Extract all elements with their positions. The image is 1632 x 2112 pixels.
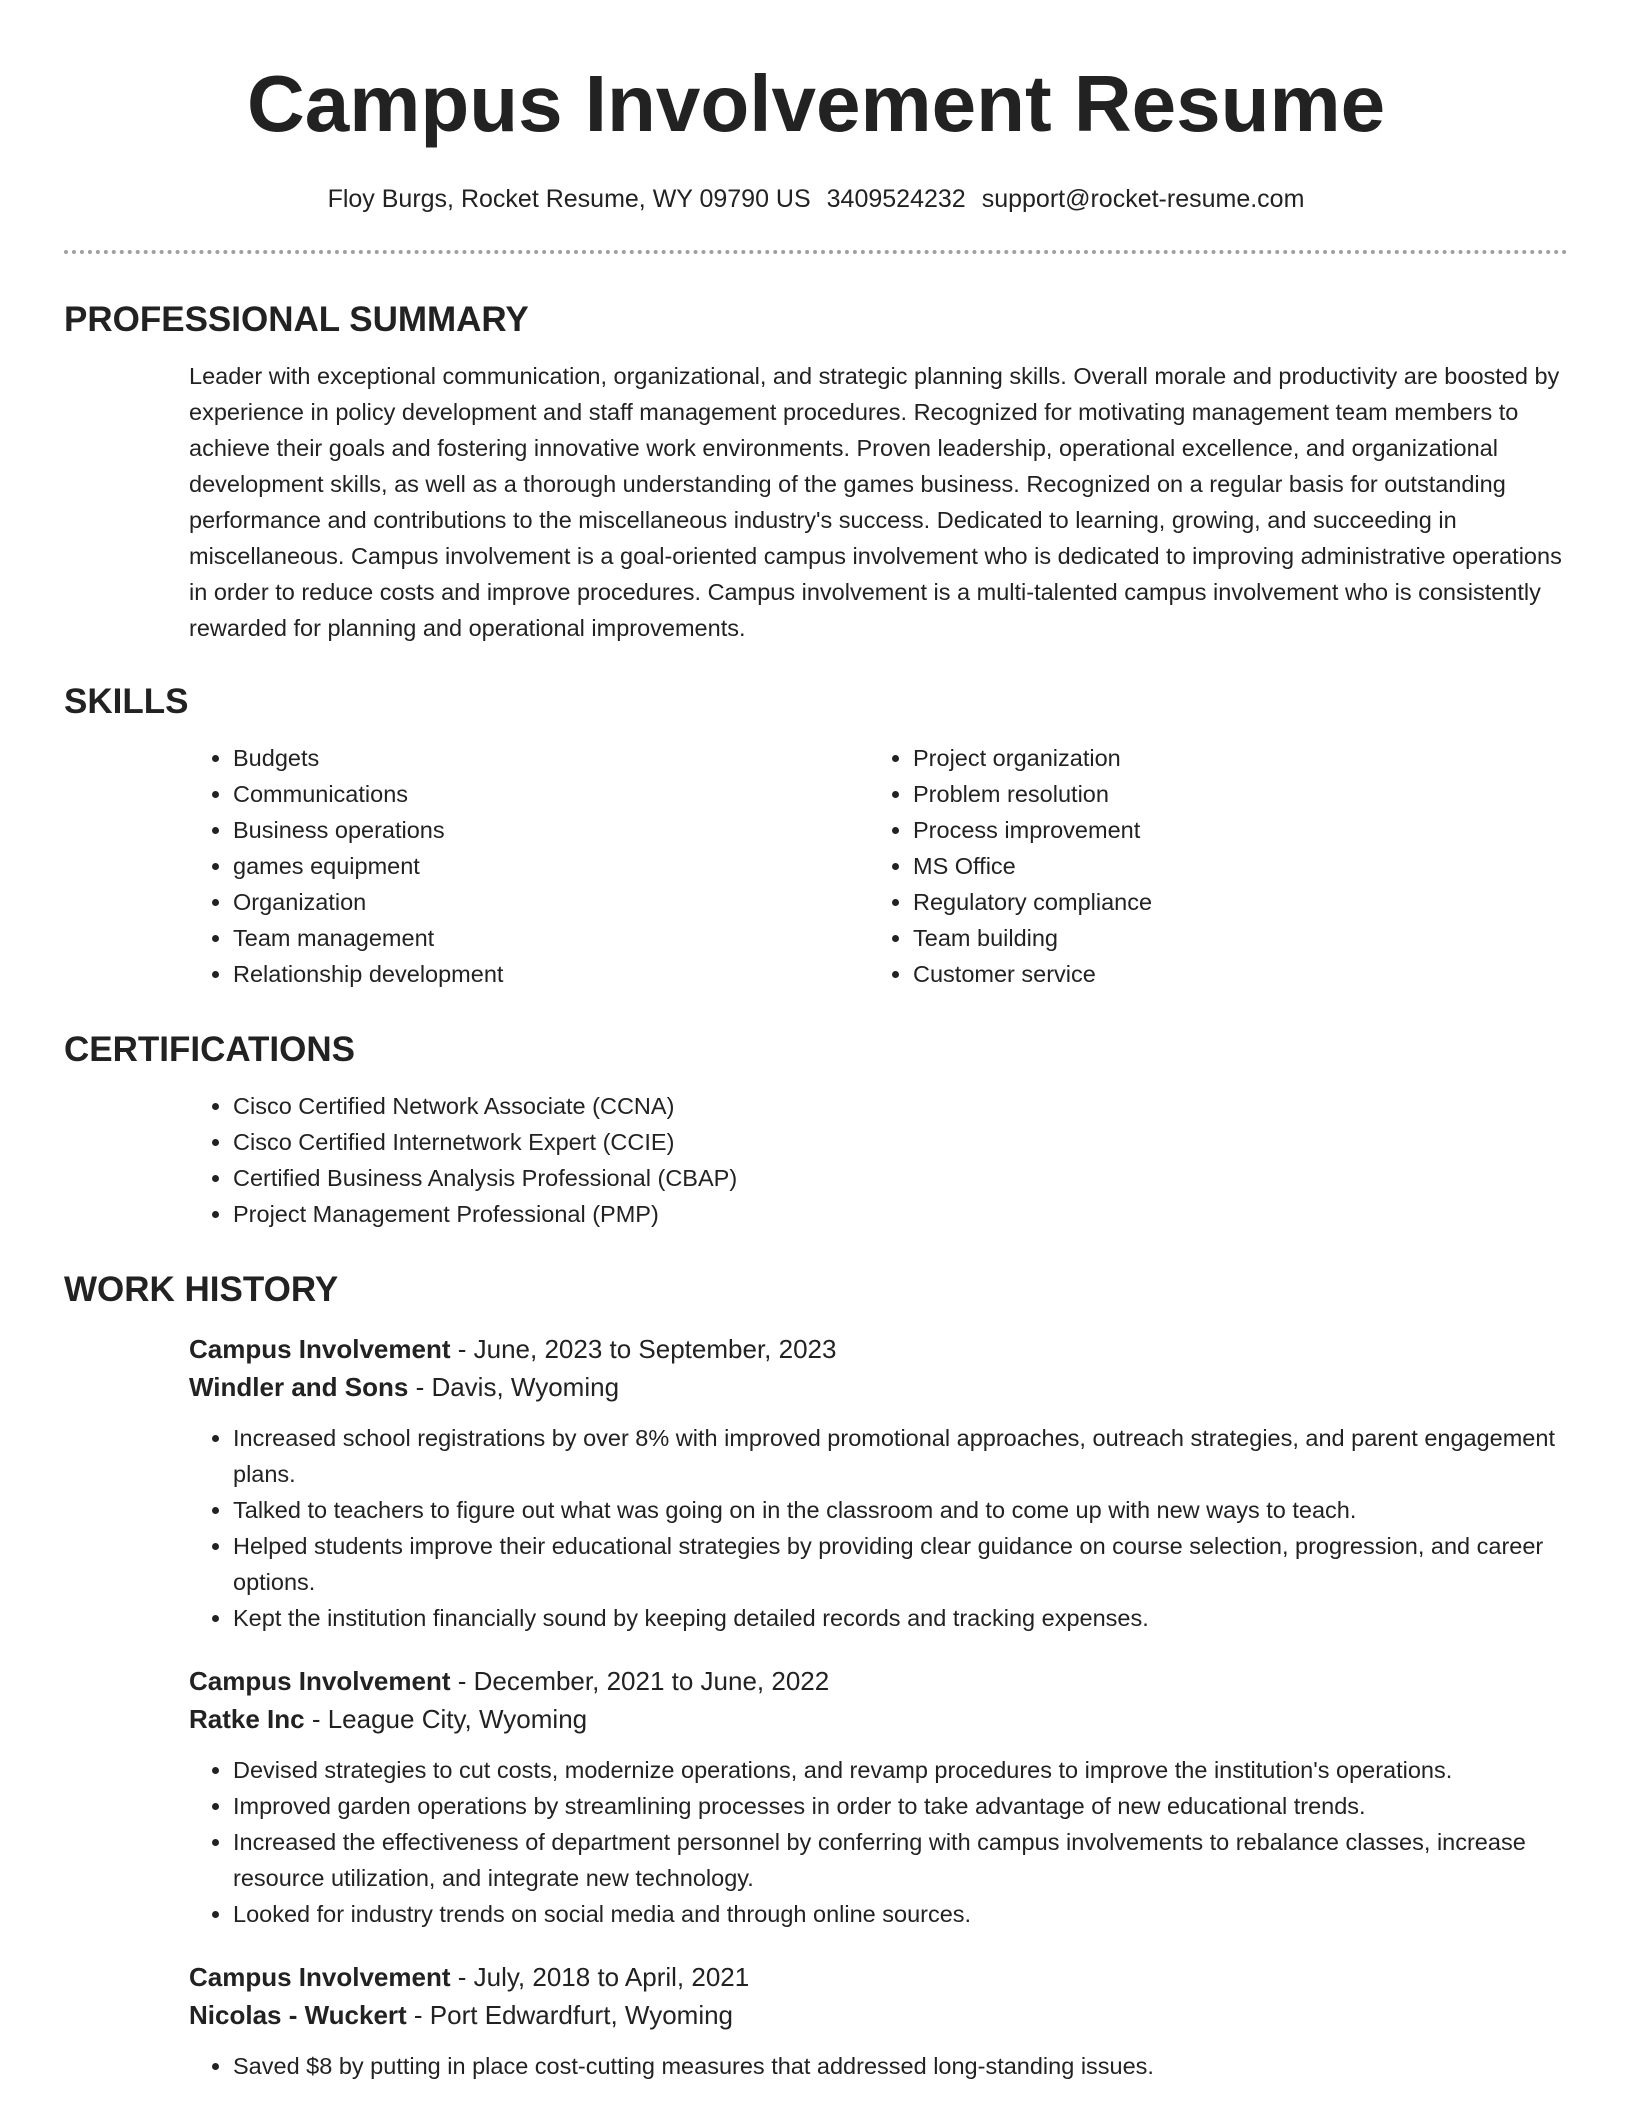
skill-item: • Organization [233, 884, 869, 920]
job-title-line [189, 1330, 1568, 1368]
job-title: Campus Involvement [189, 1666, 451, 1696]
job-company-line [189, 1996, 1568, 2034]
job-company: Ratke Inc [189, 1704, 305, 1734]
skill-item: • games equipment [233, 848, 869, 884]
skill-item: • Budgets [233, 740, 869, 776]
job-dates: - December, 2021 to June, 2022 [450, 1666, 830, 1696]
certification-item: • Cisco Certified Internetwork Expert (CCIE) [233, 1124, 1568, 1160]
certifications-section [64, 1028, 1568, 1232]
contact-line [0, 182, 1632, 216]
skill-item: • MS Office [913, 848, 1549, 884]
skill-item: • Team building [913, 920, 1549, 956]
job-dates: - July, 2018 to April, 2021 [450, 1962, 750, 1992]
summary-section [64, 298, 1568, 646]
job-bullet: • Devised strategies to cut costs, modernize operations, and revamp procedures to improve the institution's operations. [233, 1752, 1568, 1788]
job-entry [189, 1330, 1568, 1636]
contact-address: Floy Burgs, Rocket Resume, WY 09790 US [327, 185, 811, 213]
job-location: - Port Edwardfurt, Wyoming [406, 2000, 734, 2030]
certifications-body [189, 1088, 1568, 1232]
header-divider [64, 250, 1568, 254]
job-bullet: • Helped students improve their educational strategies by providing clear guidance on course selection, progression, and career options. [233, 1528, 1568, 1600]
job-bullet: • Kept the institution financially sound by keeping detailed records and tracking expenses. [233, 1600, 1568, 1636]
job-title: Campus Involvement [189, 1962, 451, 1992]
job-location: - Davis, Wyoming [408, 1372, 620, 1402]
contact-email: support@rocket-resume.com [981, 185, 1305, 213]
job-entry [189, 1662, 1568, 1932]
job-company: Windler and Sons [189, 1372, 409, 1402]
job-company-line [189, 1700, 1568, 1738]
job-bullet: • Talked to teachers to figure out what was going on in the classroom and to come up with new ways to teach. [233, 1492, 1568, 1528]
job-bullet: • Increased school registrations by over 8% with improved promotional approaches, outreach strategies, and parent engagement plans. [233, 1420, 1568, 1492]
skill-item: • Communications [233, 776, 869, 812]
job-bullet: • Looked for industry trends on social media and through online sources. [233, 1896, 1568, 1932]
summary-heading: PROFESSIONAL SUMMARY [64, 300, 529, 339]
skill-item: • Relationship development [233, 956, 869, 992]
work-history-heading: WORK HISTORY [64, 1270, 339, 1309]
resume-title: Campus Involvement Resume [246, 59, 1386, 148]
certifications-heading: CERTIFICATIONS [64, 1030, 356, 1069]
skills-section [64, 680, 1568, 992]
skill-item: • Process improvement [913, 812, 1549, 848]
job-bullet: • Increased the effectiveness of department personnel by conferring with campus involvements to rebalance classes, increase resource utilization, and integrate new technology. [233, 1824, 1568, 1896]
job-location: - League City, Wyoming [304, 1704, 588, 1734]
skills-heading: SKILLS [64, 682, 189, 721]
job-title: Campus Involvement [189, 1334, 451, 1364]
skill-item: • Customer service [913, 956, 1549, 992]
job-bullet: • Saved $8 by putting in place cost-cutting measures that addressed long-standing issues. [233, 2048, 1568, 2084]
job-dates: - June, 2023 to September, 2023 [450, 1334, 837, 1364]
skills-grid [189, 740, 1568, 992]
job-bullet: • Improved garden operations by streamlining processes in order to take advantage of new educational trends. [233, 1788, 1568, 1824]
job-company: Nicolas - Wuckert [189, 2000, 407, 2030]
contact-phone: 3409524232 [826, 185, 966, 213]
certification-item: • Certified Business Analysis Professional (CBAP) [233, 1160, 1568, 1196]
summary-text: Leader with exceptional communication, organizational, and strategic planning skills. Overall morale and productivity are boosted by experience in policy development and staff management procedures. Recognized for motivating management team members to achieve their goals and fostering innovative work environments. Proven leadership, operational excellence, and organizational development skills, as well as a thorough understanding of the games business. Recognized on a regular basis for outstanding performance and contributions to the miscellaneous industry's success. Dedicated to learning, growing, and succeeding in miscellaneous. Campus involvement is a goal-oriented campus involvement who is dedicated to improving administrative operations in order to reduce costs and improve procedures. Campus involvement is a multi-talented campus involvement who is consistently rewarded for planning and operational improvements. [189, 363, 1562, 641]
skills-column-right [869, 740, 1549, 992]
job-entry [189, 1958, 1568, 2084]
skill-item: • Project organization [913, 740, 1549, 776]
skill-item: • Business operations [233, 812, 869, 848]
skill-item: • Problem resolution [913, 776, 1549, 812]
job-company-line [189, 1368, 1568, 1406]
job-title-line [189, 1958, 1568, 1996]
job-title-line [189, 1662, 1568, 1700]
skill-item: • Team management [233, 920, 869, 956]
skill-item: • Regulatory compliance [913, 884, 1549, 920]
certification-item: • Project Management Professional (PMP) [233, 1196, 1568, 1232]
certification-item: • Cisco Certified Network Associate (CCNA) [233, 1088, 1568, 1124]
work-history-section [64, 1268, 1568, 2084]
skills-column-left [189, 740, 869, 992]
